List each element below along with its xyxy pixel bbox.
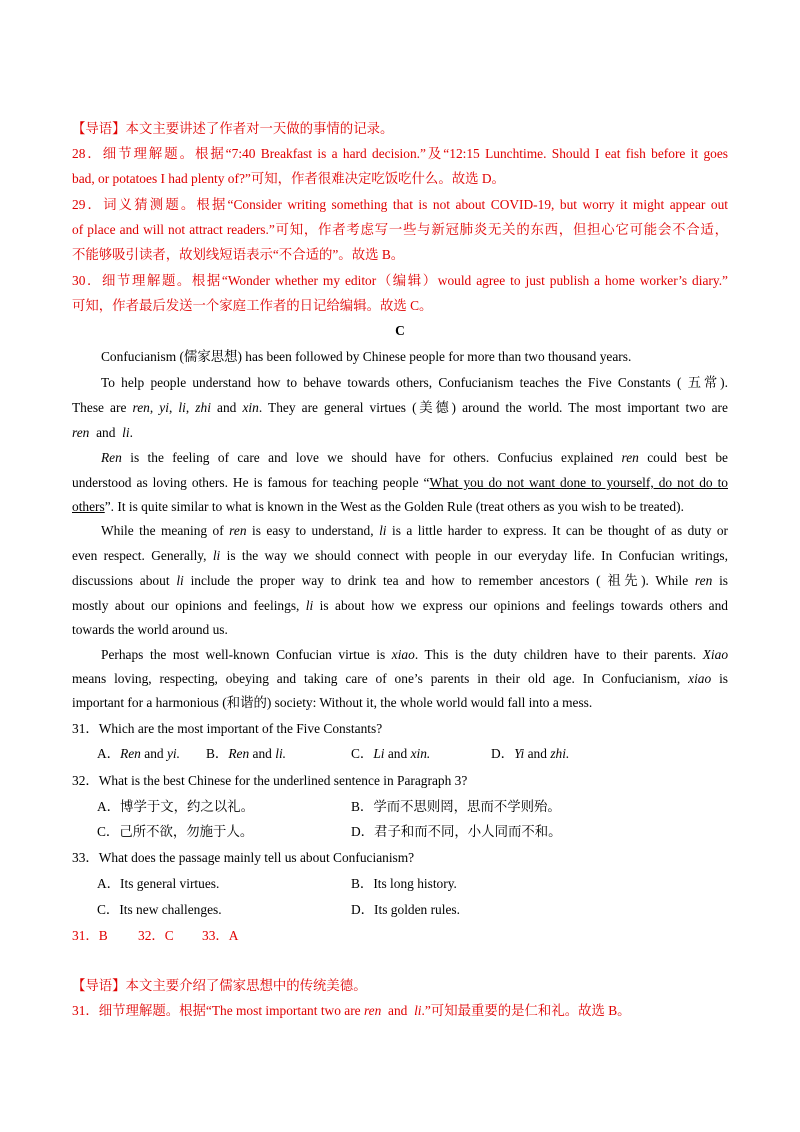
- question-32-option-c: C．己所不欲，勿施于人。: [97, 824, 254, 839]
- passage-paragraph-2-line-3: ren and li.: [72, 425, 133, 440]
- question-33-option-b: B．Its long history.: [351, 876, 457, 891]
- question-31-option-a: A．Ren and yi.: [97, 746, 180, 761]
- passage-paragraph-4-line-3: discussions about li include the proper way to drink tea and how to remember ancestors ( 祖先). While ren is: [72, 573, 728, 588]
- question-33-option-d: D．Its golden rules.: [351, 902, 460, 917]
- passage-paragraph-2-line-2: These are ren, yi, li, zhi and xin. They are general virtues (美德) around the world. The most important two are: [72, 400, 728, 415]
- passage-paragraph-4-line-5: towards the world around us.: [72, 622, 228, 637]
- passage-paragraph-2-line-1: To help people understand how to behave towards others, Confucianism teaches the Five Constants ( 五常).: [101, 375, 728, 390]
- passage-paragraph-4-line-2: even respect. Generally, li is the way we should connect with people in our everyday life. In Confucian writings,: [72, 548, 728, 563]
- passage-paragraph-3-line-2: understood as loving others. He is famous for teaching people “What you do not want done to yourself, do not do to: [72, 475, 728, 490]
- question-31-option-d: D．Yi and zhi.: [491, 746, 570, 761]
- question-32-option-d: D．君子和而不同，小人同而不和。: [351, 824, 562, 839]
- guide-text-2: 【导语】本文主要介绍了儒家思想中的传统美德。: [72, 978, 367, 993]
- answer-32: 32．C: [138, 928, 174, 943]
- explanation-31: 31．细节理解题。根据“The most important two are ren and li.”可知最重要的是仁和礼。故选 B。: [72, 1003, 631, 1018]
- answer-33: 33．A: [202, 928, 239, 943]
- passage-paragraph-1: Confucianism (儒家思想) has been followed by Chinese people for more than two thousand years.: [101, 349, 632, 364]
- underlined-sentence-part-1: What you do not want done to yourself, do not do to: [429, 475, 728, 490]
- explanation-28-line-1: 28．细节理解题。根据“7:40 Breakfast is a hard decision.”及“12:15 Lunchtime. Should I eat fish before it goes: [72, 146, 728, 161]
- question-33-option-c: C．Its new challenges.: [97, 902, 222, 917]
- passage-paragraph-4-line-4: mostly about our opinions and feelings, li is about how we express our opinions and feelings towards others and: [72, 598, 728, 613]
- passage-paragraph-3-line-1: Ren is the feeling of care and love we should have for others. Confucius explained ren could best be: [101, 450, 728, 465]
- explanation-30-line-2: 可知，作者最后发送一个家庭工作者的日记给编辑。故选 C。: [72, 298, 433, 313]
- explanation-29-line-1: 29．词义猜测题。根据“Consider writing something that is not about COVID-19, but worry it might appear out: [72, 197, 728, 212]
- passage-paragraph-3-line-3: others”. It is quite similar to what is known in the West as the Golden Rule (treat others as you wish to be treated).: [72, 499, 684, 514]
- question-32: 32．What is the best Chinese for the underlined sentence in Paragraph 3?: [72, 773, 468, 788]
- passage-paragraph-5-line-3: important for a harmonious (和谐的) society: Without it, the whole world would fall into a mess.: [72, 695, 593, 710]
- question-31-option-b: B．Ren and li.: [206, 746, 287, 761]
- section-heading: C: [395, 323, 405, 338]
- answer-31: 31．B: [72, 928, 108, 943]
- explanation-30-line-1: 30．细节理解题。根据“Wonder whether my editor（编辑）would agree to just publish a home worker’s diary.”: [72, 273, 728, 288]
- passage-paragraph-5-line-1: Perhaps the most well-known Confucian virtue is xiao. This is the duty children have to their parents. Xiao: [101, 647, 729, 662]
- passage-paragraph-5-line-2: means loving, respecting, obeying and taking care of one’s parents in their old age. In Confucianism, xiao is: [72, 671, 728, 686]
- question-31-option-c: C．Li and xin.: [351, 746, 431, 761]
- explanation-29-line-3: 不能够吸引读者，故划线短语表示“不合适的”。故选 B。: [72, 247, 405, 262]
- question-32-option-b: B．学而不思则罔，思而不学则殆。: [351, 799, 561, 814]
- question-33: 33．What does the passage mainly tell us about Confucianism?: [72, 850, 415, 865]
- question-32-option-a: A．博学于文，约之以礼。: [97, 799, 254, 814]
- explanation-29-line-2: of place and will not attract readers.”可知，作者考虑写一些与新冠肺炎无关的东西，但担心它可能会不合适，: [72, 222, 728, 237]
- underlined-sentence-part-2: others: [72, 499, 105, 514]
- question-33-option-a: A．Its general virtues.: [97, 876, 220, 891]
- explanation-28-line-2: bad, or potatoes I had plenty of?”可知，作者很难决定吃饭吃什么。故选 D。: [72, 171, 505, 186]
- guide-text-1: 【导语】本文主要讲述了作者对一天做的事情的记录。: [72, 121, 394, 136]
- question-31: 31．Which are the most important of the Five Constants?: [72, 721, 383, 736]
- passage-paragraph-4-line-1: While the meaning of ren is easy to understand, li is a little harder to express. It can be thought of as duty or: [101, 523, 729, 538]
